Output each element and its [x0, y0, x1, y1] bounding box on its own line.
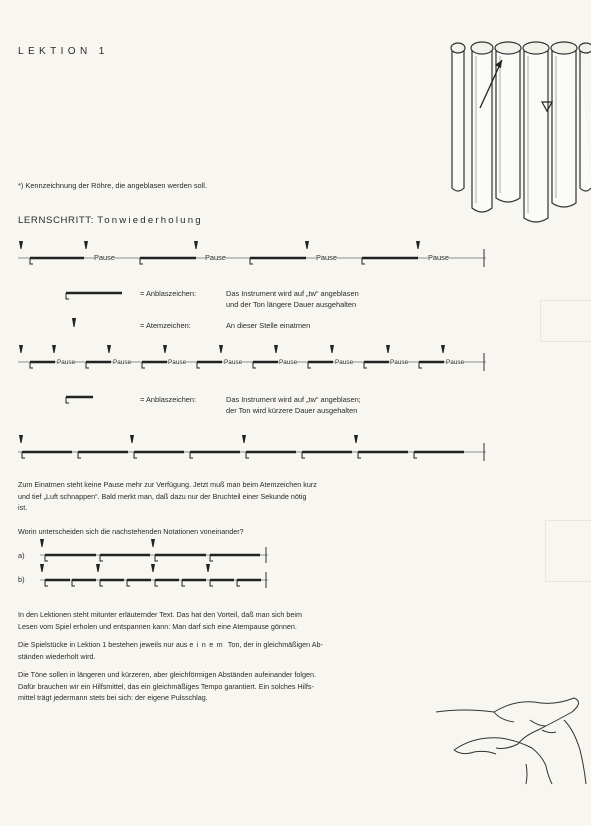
rest-label: Pause	[57, 359, 76, 366]
section-label: LERNSCHRITT:	[18, 215, 94, 226]
text-fragment: Ton, der in gleichmäßigen Ab-	[227, 640, 323, 649]
option-a-label: a)	[18, 551, 25, 560]
bleed-through-shape	[540, 300, 591, 342]
text-line: In den Lektionen steht mitunter erläuternder Text. Das hat den Vorteil, daß man sich beim	[18, 610, 302, 619]
rest-label: Pause	[428, 253, 449, 262]
paragraph-pieces	[18, 639, 323, 662]
section-topic: Tonwiederholung	[97, 215, 203, 226]
text-line: Lesen vom Spiel erholen und entspannen kann: Man darf sich eine Atempause gönnen.	[18, 621, 297, 631]
footnote: *) Kennzeichnung der Röhre, die angeblasen werden soll.	[18, 181, 207, 190]
text-line	[18, 639, 323, 651]
bleed-through-shape	[545, 520, 591, 582]
rest-label: Pause	[94, 253, 115, 262]
long-tone-desc: Das Instrument wird auf „tw“ angeblasen	[226, 289, 359, 298]
rest-label: Pause	[279, 359, 298, 366]
short-tone-label: = Anblaszeichen:	[140, 395, 197, 404]
short-tone-desc: der Ton wird kürzere Dauer ausgehalten	[226, 406, 358, 415]
text-line: und tief „Luft schnappen“. Bald merkt man, daß dazu nur der Bruchteil einer Sekunde nötig	[18, 491, 307, 501]
option-b-label: b)	[18, 575, 25, 584]
rest-label: Pause	[390, 359, 409, 366]
text-line: mittel trägt jedermann stets bei sich: der eigene Pulsschlag.	[18, 693, 208, 703]
paragraph-text-info	[18, 609, 302, 632]
rest-label: Pause	[316, 253, 337, 262]
text-line: Zum Einatmen steht keine Pause mehr zur Verfügung. Jetzt muß man beim Atemzeichen kurz	[18, 480, 317, 489]
rest-label: Pause	[168, 359, 187, 366]
breath-desc: An dieser Stelle einatmen	[226, 321, 311, 330]
rest-label: Pause	[205, 253, 226, 262]
text-line: ist.	[18, 503, 28, 513]
emphasized-word: einem	[189, 640, 226, 649]
text-line: Die Töne sollen in längeren und kürzeren, aber gleichförmigen Abständen aufeinander folgen.	[18, 670, 316, 679]
text-fragment: Die Spielstücke in Lektion 1 bestehen jeweils nur aus	[18, 640, 188, 649]
breath-label: = Atemzeichen:	[140, 321, 191, 330]
paragraph-tempo	[18, 669, 316, 704]
short-tone-desc: Das Instrument wird auf „tw“ angeblasen;	[226, 395, 361, 404]
hands-pulse-illustration	[434, 690, 591, 790]
long-tone-label: = Anblaszeichen:	[140, 289, 197, 298]
rest-label: Pause	[113, 359, 132, 366]
question-text: Worin unterscheiden sich die nachstehenden Notationen voneinander?	[18, 527, 244, 536]
rest-label: Pause	[335, 359, 354, 366]
text-line: ständen wiederholt wird.	[18, 651, 96, 661]
rest-label: Pause	[224, 359, 243, 366]
text-line: Dafür brauchen wir ein Hilfsmittel, das ein gleichmäßiges Tempo garantiert. Ein solches Hilfs-	[18, 681, 314, 691]
lesson-heading: LEKTION 1	[18, 46, 109, 57]
rest-label: Pause	[446, 359, 465, 366]
long-tone-desc: und der Ton längere Dauer ausgehalten	[226, 300, 357, 309]
